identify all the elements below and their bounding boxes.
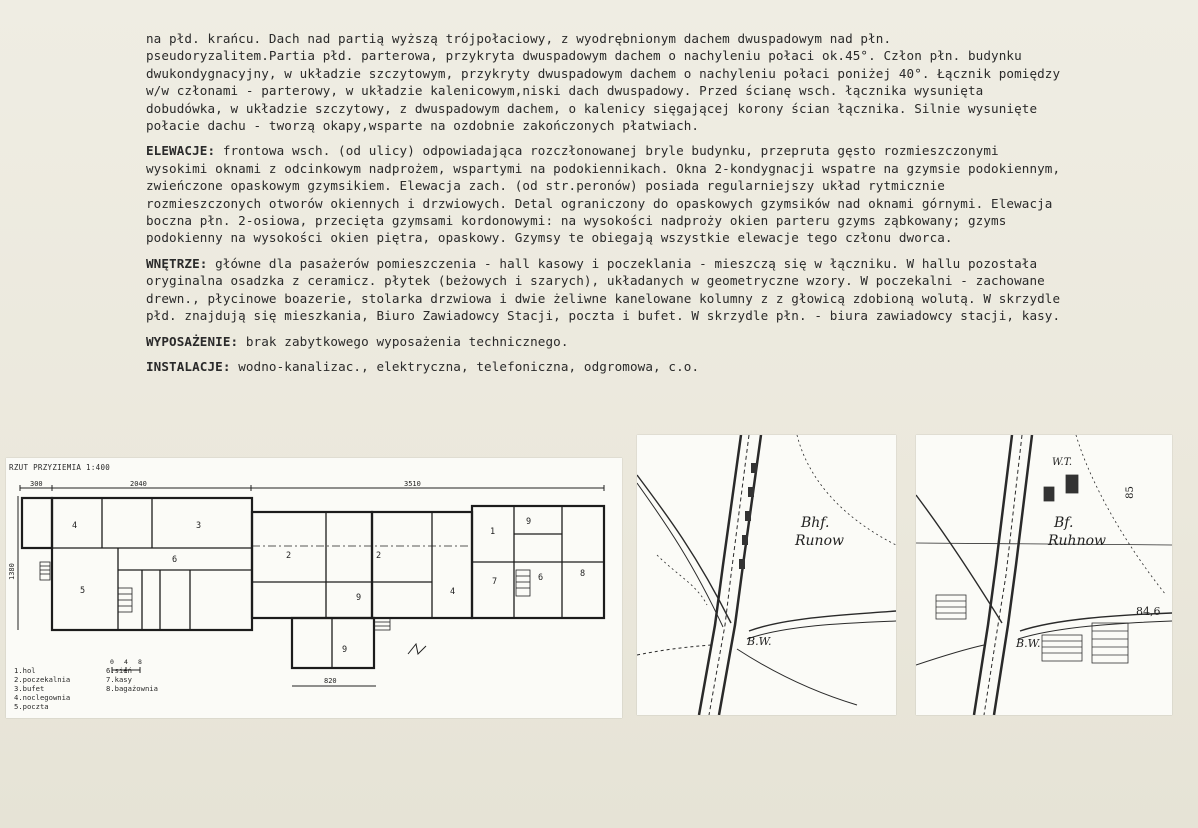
- north-arrow-icon: [408, 644, 426, 654]
- room-label: 7: [492, 577, 498, 587]
- map-1-station-label-2: Runow: [795, 533, 844, 549]
- room-label: 5: [80, 586, 86, 596]
- map-2-station-label-2: Ruhnow: [1048, 533, 1107, 549]
- room-label: 1: [490, 527, 496, 537]
- legend-item: 7.kasy: [106, 675, 132, 684]
- floor-plan-drawing: [6, 458, 622, 718]
- wnetrze-heading: WNĘTRZE:: [146, 255, 208, 271]
- wnetrze-paragraph: [146, 255, 1066, 325]
- description-text: [146, 30, 1066, 375]
- elewacje-body: frontowa wsch. (od ulicy) odpowiadająca rozczłonowanej bryle budynku, przepruta gęsto rozmieszczonymi wysokimi oknami z odcinkowym nadprożem, wspartymi na podokiennikach. Okna 2-kondygnacji wspatre na gzymsie podokiennym, zwieńczone opaskowym gzymsikiem. Elewacja zach. (od str.peronów) posiada regularniejszy układ rytmicznie rozmieszczonych otworów okiennych i drzwiowych. Detal ograniczony do opaskowych gzymsików nad oknami górnymi. Elewacja boczna płn. 2-osiowa, przecięta gzymsami kordonowymi: na wysokości nadproży okien parteru gzyms ząbkowany; gzyms podokienny na wysokości okien piętra, opaskowy. Gzymsy te obiegają wszystkie elewacje tego członu dworca.: [146, 143, 1061, 246]
- floor-plan-panel: [6, 458, 622, 718]
- dim-300: 300: [30, 480, 43, 488]
- legend-item: 3.bufet: [14, 684, 45, 693]
- instalacje-body: wodno-kanalizac., elektryczna, telefoniczna, odgromowa, c.o.: [230, 358, 700, 374]
- room-label: 9: [342, 645, 348, 655]
- scale-label: 0: [110, 658, 114, 666]
- room-label: 2: [376, 551, 382, 561]
- room-label: 9: [356, 593, 362, 603]
- legend-item: 8.bagażownia: [106, 684, 158, 693]
- room-label: 9: [526, 517, 532, 527]
- room-label: 6: [538, 573, 544, 583]
- legend-column-left: [14, 666, 70, 711]
- legend-item: 2.poczekalnia: [14, 675, 71, 684]
- dim-3510: 3510: [404, 480, 421, 488]
- scale-label: 8: [138, 658, 142, 666]
- wyposazenie-body: brak zabytkowego wyposażenia technicznego.: [238, 333, 569, 349]
- scale-label: 4: [124, 658, 128, 666]
- map-2-elevation-84-6: 84,6: [1136, 605, 1161, 618]
- legend-item: 4.noclegownia: [14, 693, 71, 702]
- room-label: 8: [580, 569, 586, 579]
- map-2-elevation-85: 85: [1124, 486, 1136, 499]
- historic-map-1: [637, 435, 896, 715]
- room-label: 4: [72, 521, 78, 531]
- floor-plan-title: RZUT PRZYZIEMIA 1:400: [9, 463, 111, 472]
- elewacje-heading: ELEWACJE:: [146, 143, 216, 159]
- wyposazenie-heading: WYPOSAŻENIE:: [146, 333, 239, 349]
- instalacje-heading: INSTALACJE:: [146, 358, 231, 374]
- wyposazenie-paragraph: [146, 333, 1066, 350]
- room-label: 6: [172, 555, 178, 565]
- dim-1380: 1380: [8, 563, 16, 580]
- map-2-bw-marker: B.W.: [1016, 637, 1041, 650]
- dim-820: 820: [324, 677, 337, 685]
- legend-column-right: [106, 666, 158, 693]
- historic-map-2: [916, 435, 1172, 715]
- map-1-drawing: [637, 435, 896, 715]
- elewacje-paragraph: [146, 142, 1066, 246]
- room-label: 3: [196, 521, 202, 531]
- instalacje-paragraph: [146, 358, 1066, 375]
- legend-item: 5.poczta: [14, 702, 49, 711]
- legend-item: 6.sień: [106, 666, 132, 675]
- map-2-drawing: [916, 435, 1172, 715]
- wnetrze-body: główne dla pasażerów pomieszczenia - hall kasowy i poczeklania - mieszczą się w łączniku. W hallu pozostała oryginalna osadzka z ceramicz. płytek (beżowych i szarych), układanych w geometryczne wzory. W poczekalni - zachowane drewn., płycinowe boazerie, stolarka drzwiowa i dwie żeliwne kanelowane kolumny z z głowicą zdobioną wolutą. W skrzydle płd. znajdują się mieszkania, Biuro Zawiadowcy Stacji, poczta i bufet. W skrzydle płn. - biura zawiadowcy stacji, kasy.: [146, 255, 1061, 324]
- dim-2040: 2040: [130, 480, 147, 488]
- map-1-bw-marker: B.W.: [747, 635, 772, 648]
- intro-paragraph: na płd. krańcu. Dach nad partią wyższą trójpołaciowy, z wyodrębnionym dachem dwuspadowym nad płn. pseudoryzalitem.Partia płd. parterowa, przykryta dwuspadowym dachem o nachyleniu połaci ok.45°. Człon płn. budynku dwukondygnacyjny, w układzie szczytowym, przykryty dwuspadowym dachem o nachyleniu połaci poniżej 40°. Łącznik pomiędzy w/w członami - parterowy, w układzie kalenicowym,niski dach dwuspadowy. Przed ścianę wsch. łącznika wysunięta dobudówka, w układzie szczytowy, z dwuspadowym dachem, o kalenicy sięgającej korony ścian łącznika. Silnie wysunięte połacie dachu - tworzą okapy,wsparte na ozdobnie zakończonych płatwiach.: [146, 31, 1061, 134]
- room-label: 2: [286, 551, 292, 561]
- map-2-wt-label: W.T.: [1052, 457, 1073, 468]
- map-1-station-label-1: Bhf.: [801, 515, 830, 531]
- map-2-station-label-1: Bf.: [1054, 515, 1074, 531]
- legend-item: 1.hol: [14, 666, 36, 675]
- room-label: 4: [450, 587, 456, 597]
